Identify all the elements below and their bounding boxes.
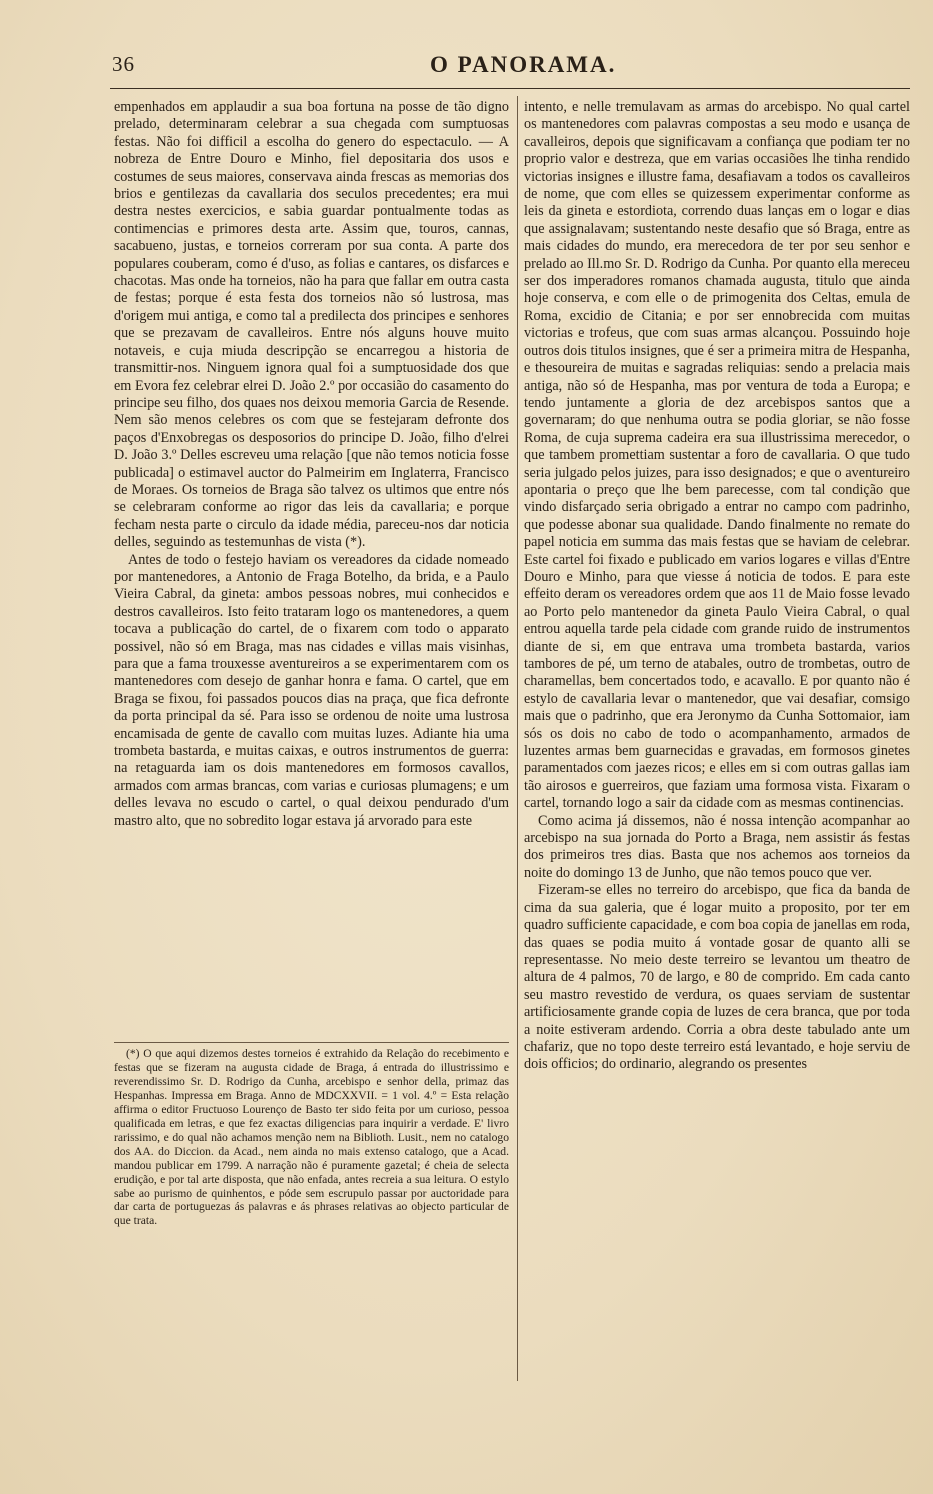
page-number: 36 [112, 52, 135, 76]
footnote-text: (*) O que aqui dizemos destes torneios é extrahido da Relação do recebimento e festas que se fizeram na augusta cidade de Braga, á entrada do illustrissimo e reverendissimo Sr. D. Rodrigo da Cunha, arcebispo e senhor della, primaz das Hespanhas. Impressa em Braga. Anno de MDCXXVII. = 1 vol. 4.º = Esta relação affirma o editor Fructuoso Lourenço de Basto ter sido feita por um curioso, pessoa qualificada em letras, e que fez exactas diligencias para inquirir a verdade. E' livro rarissimo, e do qual não achamos menção nem na Biblioth. Lusit., nem no catalogo dos AA. do Diccion. da Acad., nem ainda no mais extenso catalogo, que a Acad. mandou publicar em 1799. A narração não é puramente gazetal; é cheia de selecta erudição, e por tal arte disposta, que não enfada, antes recreia a sua leitura. O estylo sabe ao purismo de quinhentos, e póde sem escrupulo passar por auctoridade para dar carta de portuguezas ás palavras e ás phrases relativas ao objecto particular de que trata. [114, 1047, 509, 1228]
footnote [114, 1047, 509, 1228]
right-column [524, 99, 910, 1074]
paragraph: empenhados em applaudir a sua boa fortuna na posse de tão digno prelado, determinaram celebrar a sua chegada com sumptuosas festas. Não foi difficil a escolha do genero do espectaculo. — A nobreza de Entre Douro e Minho, fiel depositaria dos usos e costumes de seus maiores, conservava ainda frescas as memorias dos brios e gentilezas da cavallaria dos seculos precedentes; era mui destra nestes exercicios, e sabia guardar pontualmente todas as contimencias e primores desta arte. Assim que, touros, cannas, sacabueno, justas, e torneios correram por sua conta. A parte dos populares couberam, como é d'uso, as folias e cantares, os disfarces e chacotas. Mas onde ha torneios, não ha para que fallar em outra casta de festas; porque é esta festa dos torneios não só lustrosa, mas d'origem mui antiga, e como tal a predilecta dos principes e senhores que se prezavam de cavalleiros. Entre nós alguns houve muito notaveis, e cuja miuda descripção se encarregou a historia de transmittir-nos. Ninguem ignora qual foi a sumptuosidade dos que em Evora fez celebrar elrei D. João 2.º por occasião do casamento do principe seu filho, dos quaes nos deixou memoria Garcia de Resende. Nem são menos celebres os com que se festejaram defronte dos paços d'Enxobregas os desposorios do principe D. João, filho d'elrei D. João 3.º Delles escreveu uma relação [que não temos noticia fosse publicada] o estimavel auctor do Palmeirim em Inglaterra, Francisco de Moraes. Os torneios de Braga são talvez os ultimos que entre nós se celebraram conforme ao rigor das leis da cavallaria; e porque fecham nesta parte o circulo da idade média, pareceu-nos dar noticia delles, seguindo as testemunhas de vista (*). [114, 99, 509, 551]
paragraph: Antes de todo o festejo haviam os vereadores da cidade nomeado por mantenedores, a Antonio de Fraga Botelho, da brida, e a Paulo Vieira Cabral, da gineta: ambos pessoas nobres, mui conhecidos e destros cavalleiros. Isto feito trataram logo os mantenedores, a quem tocava a publicação do cartel, de o fixarem com todo o apparato possivel, não só em Braga, mas nas cidades e villas mais visinhas, para que a fama trouxesse aventureiros a se experimentarem com os mantenedores com desejo de ganhar honra e fama. O cartel, que em Braga se fixou, foi passados poucos dias na praça, que fica defronte da porta principal da sé. Para isso se ordenou de noite uma lustrosa encamisada de gente de cavallo com muitas luzes. Adiante hia uma trombeta bastarda, e muitas caixas, e outros instrumentos de guerra: na retaguarda iam os dois mantenedores em formosos cavallos, armados com armas brancas, com varias e curiosas plumagens; e um delles levava no escudo o cartel, o qual deixou pendurado d'um mastro alto, que no sobredito logar estava já arvorado para este [114, 551, 509, 829]
running-title: O PANORAMA. [430, 52, 617, 77]
paragraph: intento, e nelle tremulavam as armas do arcebispo. No qual cartel os mantenedores com palavras compostas a seu modo e usança de cavalleiros, depois que significavam a confiança que podiam ter no proprio valor e destreza, que em varias occasiões lhe tinha rendido victorias insignes e illustre fama, desafiavam a todos os cavalleiros de nome, que com elles se quizessem experimentar conforme as leis da gineta e estordiota, correndo duas lanças em o logar e dias que assignalavam; sustentando neste desafio que só Braga, entre as mais cidades do mundo, era merecedora de ter por seu senhor e prelado ao Ill.mo Sr. D. Rodrigo da Cunha. Por quanto ella mereceu ser dos imperadores romanos chamada augusta, titulo que ainda hoje conserva, e com elle o de primogenita dos Celtas, emula de Roma, excidio de Citania; e por ser ennobrecida com muitas victorias e trofeus, que com suas armas alcançou. Possuindo hoje outros dois titulos insignes, que é ser a primeira mitra de Hespanha, e thesoureira de muitas e sagradas reliquias: sendo a prelacia mais antiga, não só de Hespanha, mas por ventura de toda a Europa; e tendo juntamente a gloria de dez arcebispos santos que a governaram; do que nenhuma outra se podia gloriar, se não fosse Roma, de cuja suprema cadeira era sua illustrissima merecedor, o que tambem promettiam sustentar a foro de cavallaria. O que tudo seria julgado pelos juizes, para isso designados; e que o aventureiro apontaria o preço que lhe bem parecesse, com tal condição que vindo disfarçado seria obrigado a entrar no campo com padrinho, que podesse abonar sua qualidade. Dando finalmente no remate do papel noticia em summa das mais festas que se haviam de celebrar. Este cartel foi fixado e publicado em varios logares e villas d'Entre Douro e Minho, para que viesse á noticia de todos. E para este effeito deram os vereadores ordem que aos 11 de Maio fosse levado ao Porto pelo mantenedor da gineta Paulo Vieira Cabral, o qual entrou aquella tarde pela cidade com grande ruido de instrumentos diante de si, em que entrava uma trombeta bastarda, varios tambores de pé, um terno de atabales, outro de trombetas, outro de charamellas, bem concertados todo, e acavallo. E por quanto não é estylo de cavallaria levar o mantenedor, que vai desafiar, comsigo mais que o padrinho, que era Jeronymo da Cunha Sottomaior, iam sós os dois no cabo de todo o acompanhamento, armados de luzentes armas bem guarnecidas e gravadas, em formosos ginetes paramentados com jaezes ricos; e elles em si com outras gallas iam tão airosos e guerreiros, que faziam uma formosa vista. Fixaram o cartel, tornando logo a sair da cidade com as mesmas continencias. [524, 99, 910, 812]
left-column [114, 99, 509, 830]
column-divider [517, 96, 518, 1381]
paragraph: Fizeram-se elles no terreiro do arcebispo, que fica da banda de cima da sua galeria, que é logar muito a proposito, por ter em quadro sufficiente capacidade, e com boa copia de janellas em roda, das quaes se podia muito á vontade gosar de quanto alli se representasse. No meio deste terreiro se levantou um theatro de altura de 4 palmos, 70 de largo, e 80 de comprido. Em cada canto seu mastro revestido de verdura, os quaes serviam de sustentar artificiosamente grande copia de luzes de cera branca, que por toda a noite estiveram ardendo. Corria a obra deste tabulado ante um chafariz, que no topo deste terreiro está levantado, e hoje serviu de dois officios; do ordinario, alegrando os presentes [524, 882, 910, 1073]
header-rule [110, 88, 910, 89]
footnote-separator [114, 1042, 509, 1043]
paragraph: Como acima já dissemos, não é nossa intenção acompanhar ao arcebispo na sua jornada do Porto a Braga, nem assistir ás festas dos primeiros tres dias. Basta que nos achemos aos torneios da noite do domingo 13 de Junho, que não temos pouco que ver. [524, 812, 910, 881]
